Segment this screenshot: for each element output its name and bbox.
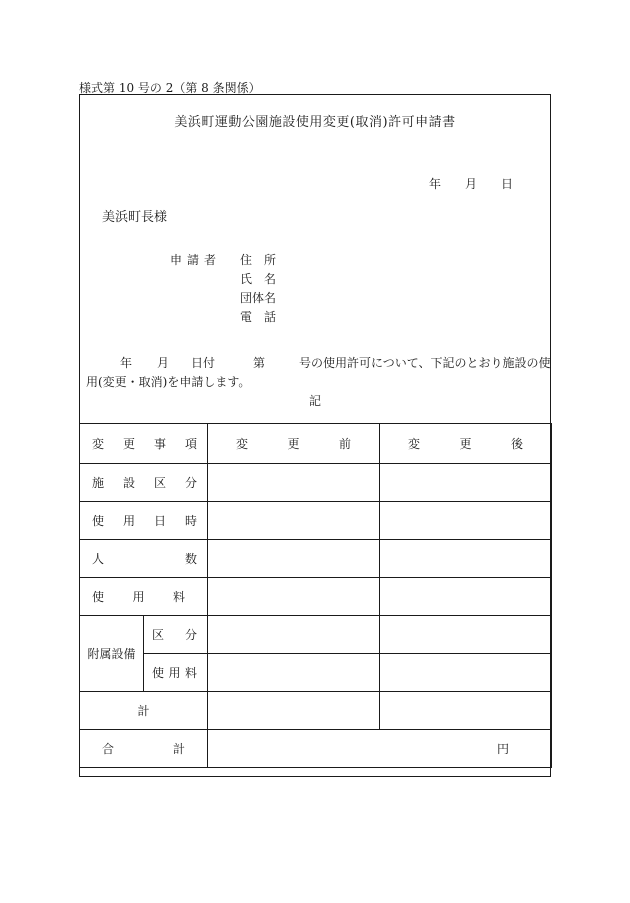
application-form [79,94,551,777]
date-day: 日 [501,177,514,191]
table-row-equipment-category: 附属設備 区 分 [80,616,552,654]
field-name: 氏 名 [240,272,277,286]
addressee: 美浜町長様 [102,210,168,225]
people-after-cell[interactable] [380,540,552,578]
fee-before-cell[interactable] [208,578,380,616]
table-row-equipment-fee: 使 用 料 [80,654,552,692]
fee-after-cell[interactable] [380,578,552,616]
body-day: 日付 [191,356,216,370]
applicant-label: 申請者 [170,253,222,267]
header-after-change: 変 更 後 [380,424,552,464]
body-month: 月 [157,356,170,370]
field-address: 住 所 [240,253,277,267]
body-text: 号の使用許可について、下記のとおり施設の使 [299,356,551,370]
field-organization: 団体名 [240,291,277,305]
table-header-row [80,424,552,464]
date-year: 年 [429,177,442,191]
subtotal-after-cell[interactable] [380,692,552,730]
body-number-prefix: 第 [253,356,266,370]
table-row-subtotal [80,692,552,730]
equipment-label: 附属設備 [80,616,144,692]
equipment-category-before-cell[interactable] [208,616,380,654]
field-phone: 電 話 [240,310,277,324]
table-row-people: 人 数 [80,540,552,578]
ki-mark: 記 [308,394,321,408]
form-title: 美浜町運動公園施設使用変更(取消)許可申請書 [174,115,456,130]
subtotal-before-cell[interactable] [208,692,380,730]
facility-after-cell[interactable] [380,464,552,502]
table-row-fee: 使 用 料 [80,578,552,616]
header-change-item: 変 更 事 項 [80,424,208,464]
subtotal-label: 計 [80,692,208,730]
form-number: 様式第 10 号の 2（第 8 条関係） [79,81,261,95]
datetime-after-cell[interactable] [380,502,552,540]
equipment-fee-after-cell[interactable] [380,654,552,692]
facility-before-cell[interactable] [208,464,380,502]
equipment-fee-before-cell[interactable] [208,654,380,692]
equipment-category-after-cell[interactable] [380,616,552,654]
table-row-facility: 施 設 区 分 [80,464,552,502]
people-before-cell[interactable] [208,540,380,578]
total-amount-cell[interactable]: 円 [208,730,552,768]
datetime-before-cell[interactable] [208,502,380,540]
date-month: 月 [465,177,478,191]
table-row-total: 合 計 円 [80,730,552,768]
body-year: 年 [120,356,133,370]
header-before-change: 変 更 前 [208,424,380,464]
table-row-datetime: 使 用 日 時 [80,502,552,540]
change-table [79,423,552,768]
body-text-line2: 用(変更・取消)を申請します。 [86,375,251,389]
